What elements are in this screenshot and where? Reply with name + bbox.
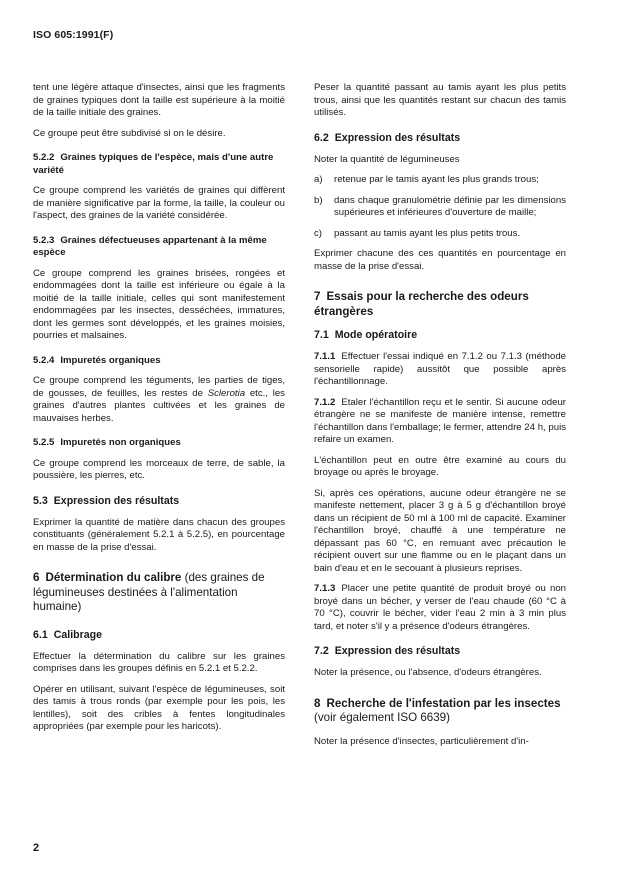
subsection-title: Impuretés non organiques (60, 437, 181, 448)
subsection-number: 5.2.3 (33, 234, 55, 246)
paragraph-text: etc., les graines d'autres plantes cultivées et les graines de mauvaises herbes. (33, 387, 285, 424)
paragraph: Noter la quantité de légumineuses (314, 153, 460, 165)
section-number: 6.2 (314, 131, 329, 144)
section-heading-6-2 (314, 132, 566, 145)
list-item (314, 174, 566, 187)
section-heading-5-3 (33, 495, 285, 508)
paragraph-7-1-3 (314, 583, 566, 633)
subsection-number: 5.2.4 (33, 354, 55, 366)
section-number: 7.1 (314, 329, 329, 341)
document-identifier: ISO 605:1991(F) (33, 29, 114, 41)
list-item (314, 228, 566, 241)
section-title: Expression des résultats (53, 494, 180, 507)
chapter-title: Détermination du calibre (45, 571, 182, 584)
section-number: 6.1 (33, 628, 48, 641)
paragraph: Noter la présence, ou l'absence, d'odeurs étrangères. (314, 667, 542, 678)
paragraph-text: Ce groupe comprend les téguments, les parties de tiges, de gousses, de feuilles, les restes de (33, 375, 285, 399)
chapter-heading-7 (314, 290, 566, 319)
subsection-heading-5-2-3 (33, 235, 285, 260)
paragraph: L'échantillon peut en outre être examiné au cours du broyage ou après le broyage. (314, 454, 566, 478)
chapter-heading-6 (33, 571, 285, 615)
section-title: Mode opératoire (334, 329, 418, 341)
paragraph: Si, après ces opérations, aucune odeur étrangère ne se manifeste nettement, placer 3 g à 5 g d'échantillon broyé dans un récipient de 50 ml à 100 ml de capacité. Examiner l'échantillon broyé, chauffé à une température ne dépassant pas 60 °C, en remuant avec précaution le récipient ouvert sur une flamme ou en le plaçant dans un bain d'eau et en le secouant à plusieurs reprises. (314, 487, 566, 574)
chapter-title-suffix: (voir également ISO 6639) (314, 711, 450, 724)
clause-number: 7.1.1 (314, 351, 336, 362)
paragraph: tent une légère attaque d'insectes, ainsi que les fragments de graines typiques dont la taille est supérieure à la moitié de la taille initiale des graines. (33, 82, 285, 118)
subsection-heading-5-2-2 (33, 152, 285, 177)
paragraph-text: Effectuer l'essai indiqué en 7.1.2 ou 7.1.3 (méthode sensorielle rapide) aussitôt que possible après l'échantillonnage. (314, 351, 566, 387)
paragraph-text: Placer une petite quantité de produit broyé ou non broyé dans un bécher, y verser de l'eau chaude (60 °C à 70 °C), couvrir le bécher, vider l'eau 2 min à 3 min plus tard, et noter s'il y a présence d'odeurs étrangères. (314, 583, 566, 632)
paragraph: Exprimer chacune des ces quantités en pourcentage en masse de la prise d'essai. (314, 248, 566, 272)
paragraph-7-1-1 (314, 351, 566, 389)
paragraph-text: Etaler l'échantillon reçu et le sentir. Si aucune odeur étrangère ne se manifeste de manière intense, remettre l'échantillon dans l'emballage; le fermer, attendre 24 h, puis refaire un examen. (314, 396, 566, 445)
section-title: Expression des résultats (334, 645, 461, 657)
right-column (314, 82, 566, 756)
subsection-number: 5.2.2 (33, 152, 55, 163)
chapter-title: Recherche de l'infestation par les insectes (326, 696, 561, 710)
paragraph: Ce groupe comprend les variétés de graines qui diffèrent de manière significative par la forme, la taille, la couleur ou l'aspect, des graines de la variété considérée. (33, 185, 285, 221)
chapter-title: Essais pour la recherche des odeurs étrangères (314, 290, 529, 318)
paragraph: Effectuer la détermination du calibre sur les graines comprises dans les groupes définis en 5.2.1 et 5.2.2. (33, 650, 285, 674)
list-text: dans chaque granulométrie définie par les dimensions supérieures et inférieures d'ouverture de maille; (334, 194, 566, 218)
paragraph: Ce groupe comprend les graines brisées, rongées et endommagées dont la taille est inférieure ou égale à la moitié de la taille initiale, celles qui sont manifestement endommagées par les insectes, desséchées, immatures, dont les germes sont développés, et les graines moisies, pourries et malsaines. (33, 267, 285, 341)
list-text: passant au tamis ayant les plus petits trous. (334, 227, 521, 239)
chapter-number: 8 (314, 696, 321, 710)
section-heading-7-2 (314, 645, 566, 658)
page-number: 2 (33, 842, 40, 854)
section-heading-6-1 (33, 629, 285, 642)
subsection-heading-5-2-5 (33, 437, 285, 450)
paragraph: Peser la quantité passant au tamis ayant les plus petits trous, ainsi que les quantités restant sur chacun des tamis utilisés. (314, 82, 566, 118)
paragraph-7-1-2 (314, 397, 566, 447)
section-heading-7-1 (314, 329, 566, 342)
chapter-title-suffix: (des graines de légumineuses destinées à l'alimentation humaine) (33, 571, 265, 613)
clause-number: 7.1.3 (314, 583, 336, 594)
section-title: Calibrage (53, 628, 103, 641)
paragraph: Ce groupe peut être subdivisé si on le désire. (33, 127, 226, 139)
clause-number: 7.1.2 (314, 396, 336, 408)
subsection-number: 5.2.5 (33, 437, 55, 448)
list-text: retenue par le tamis ayant les plus grands trous; (334, 174, 539, 185)
left-column (33, 82, 285, 742)
paragraph: Noter la présence d'insectes, particulièrement d'in- (314, 735, 529, 747)
chapter-number: 6 (33, 571, 40, 584)
section-title: Expression des résultats (334, 131, 461, 144)
list-item (314, 195, 566, 220)
species-name: Sclerotia (207, 387, 246, 399)
paragraph: Exprimer la quantité de matière dans chacun des groupes constituants (généralement 5.2.1 à 5.2.5), en pourcentage en masse de la prise d'essai. (33, 516, 285, 553)
subsection-heading-5-2-4 (33, 355, 285, 368)
list-label: a) (314, 174, 323, 185)
paragraph: Ce groupe comprend les morceaux de terre, de sable, la poussière, les pierres, etc. (33, 457, 285, 481)
list-label: c) (314, 227, 322, 239)
section-number: 7.2 (314, 645, 329, 657)
paragraph: Opérer en utilisant, suivant l'espèce de légumineuses, soit des tamis à trous ronds (par exemple pour les pois, les lentilles), soit des cribles à fentes longitudinales appropriées (par exemple pour les haricots). (33, 683, 285, 732)
list-label: b) (314, 194, 323, 206)
paragraph (33, 375, 285, 425)
section-number: 5.3 (33, 494, 48, 507)
chapter-number: 7 (314, 290, 321, 303)
subsection-title: Impuretés organiques (60, 354, 161, 366)
subsection-title: Graines typiques de l'espèce, mais d'une autre variété (33, 152, 274, 176)
subsection-title: Graines défectueuses appartenant à la même espèce (33, 234, 267, 258)
chapter-heading-8 (314, 697, 566, 726)
